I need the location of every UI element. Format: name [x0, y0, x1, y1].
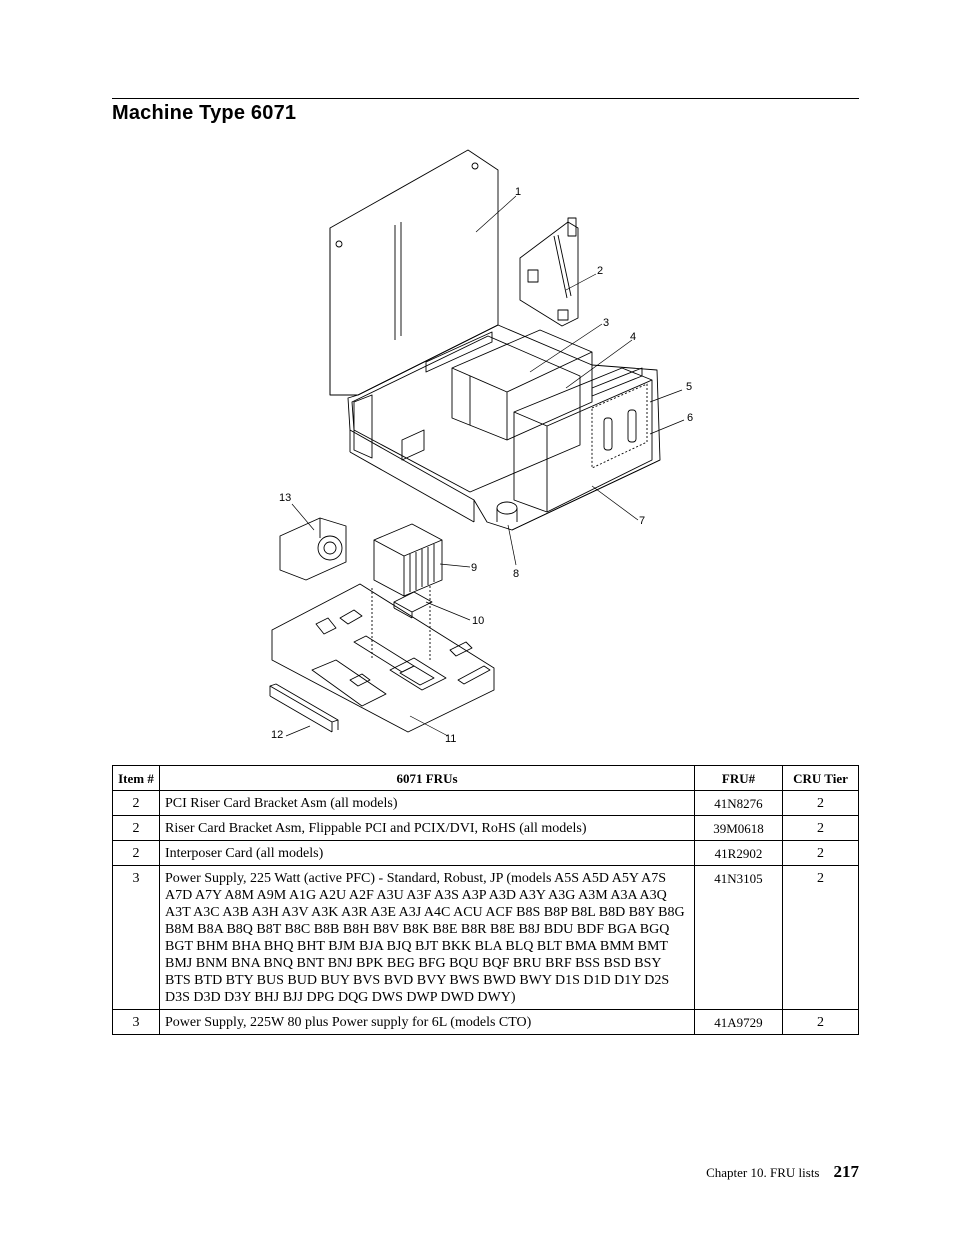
system-board-illustration — [272, 584, 494, 732]
memory-module-illustration — [270, 684, 338, 732]
riser-bracket-illustration — [520, 218, 578, 326]
cell-description: Power Supply, 225 Watt (active PFC) - Standard, Robust, JP (models A5S A5D A5Y A7S A7D A7Y A8M A9M A1G A2U A2F A3U A3F A3S A3P A3D A3Y A3G A3M A3A A3Q A3T A3C A3B A3H A3V A3K A3R A3E A3J A4C ACU ACF B8S B8P B8L B8D B8Y B8G B8M B8A B8Q B8T B8C B8B B8H B8V B8K B8E B8R B8E B8J BDU BDF BGA BGQ BGT BHM BHA BHQ BHT BJM BJA BJQ BJT BKK BLA BLQ BLT BMA BMM BMT BMJ BNM BNA BNQ BNT BNJ BPK BEG BFG BQU BQF BRU BRF BSS BSD BSY BTS BTD BTY BUS BUD BUY BVS BVD BVY BWS BWD BWY D1S D1D D1Y D2S D3S D3D D3Y BHJ BJJ DPG DQG DWS DWP DWD DWY) — [160, 866, 695, 1010]
table-header-row — [113, 766, 859, 791]
side-cover-illustration — [330, 150, 498, 395]
cell-item: 2 — [113, 841, 160, 866]
cell-description: PCI Riser Card Bracket Asm (all models) — [160, 791, 695, 816]
cell-cru-tier: 2 — [783, 791, 859, 816]
cell-fru-number: 41N3105 — [695, 866, 783, 1010]
cell-item: 3 — [113, 1010, 160, 1035]
cell-fru-number: 39M0618 — [695, 816, 783, 841]
table-row — [113, 1010, 859, 1035]
fan-duct-illustration — [280, 518, 346, 580]
cell-cru-tier: 2 — [783, 866, 859, 1010]
callout-9: 9 — [471, 562, 478, 574]
callout-12: 12 — [271, 729, 284, 741]
callout-13: 13 — [279, 492, 292, 504]
callout-8: 8 — [513, 568, 520, 580]
callout-5: 5 — [686, 381, 693, 393]
callout-11: 11 — [445, 733, 457, 745]
page-number: 217 — [833, 1162, 859, 1181]
header-item: Item # — [113, 766, 160, 791]
page-footer — [706, 1162, 859, 1182]
cell-fru-number: 41A9729 — [695, 1010, 783, 1035]
callout-4: 4 — [630, 331, 637, 343]
cell-item: 2 — [113, 816, 160, 841]
callout-1: 1 — [515, 186, 522, 198]
cell-description: Interposer Card (all models) — [160, 841, 695, 866]
cell-description: Power Supply, 225W 80 plus Power supply for 6L (models CTO) — [160, 1010, 695, 1035]
cell-fru-number: 41N8276 — [695, 791, 783, 816]
table-row — [113, 816, 859, 841]
drive-cage-illustration — [514, 368, 652, 512]
fru-table — [112, 765, 859, 1035]
callout-7: 7 — [639, 515, 646, 527]
callout-6: 6 — [687, 412, 694, 424]
processor-illustration — [394, 592, 432, 618]
header-fru-number: FRU# — [695, 766, 783, 791]
page-title: Machine Type 6071 — [112, 102, 297, 124]
table-row — [113, 841, 859, 866]
header-cru-tier: CRU Tier — [783, 766, 859, 791]
footer-chapter: Chapter 10. FRU lists — [706, 1165, 820, 1180]
cell-item: 2 — [113, 791, 160, 816]
table-row — [113, 791, 859, 816]
cell-cru-tier: 2 — [783, 841, 859, 866]
cell-cru-tier: 2 — [783, 816, 859, 841]
cell-description: Riser Card Bracket Asm, Flippable PCI and PCIX/DVI, RoHS (all models) — [160, 816, 695, 841]
header-rule — [112, 98, 859, 99]
header-description: 6071 FRUs — [160, 766, 695, 791]
callout-leaders — [286, 196, 684, 736]
callout-2: 2 — [597, 265, 604, 277]
cell-fru-number: 41R2902 — [695, 841, 783, 866]
table-row — [113, 866, 859, 1010]
callout-3: 3 — [603, 317, 610, 329]
chassis-base-illustration — [348, 325, 660, 530]
cell-item: 3 — [113, 866, 160, 1010]
cell-cru-tier: 2 — [783, 1010, 859, 1035]
exploded-view-diagram — [262, 140, 702, 750]
heat-sink-illustration — [374, 524, 442, 596]
callout-10: 10 — [472, 615, 485, 627]
front-foot-illustration — [497, 502, 517, 522]
power-supply-illustration — [452, 330, 592, 440]
